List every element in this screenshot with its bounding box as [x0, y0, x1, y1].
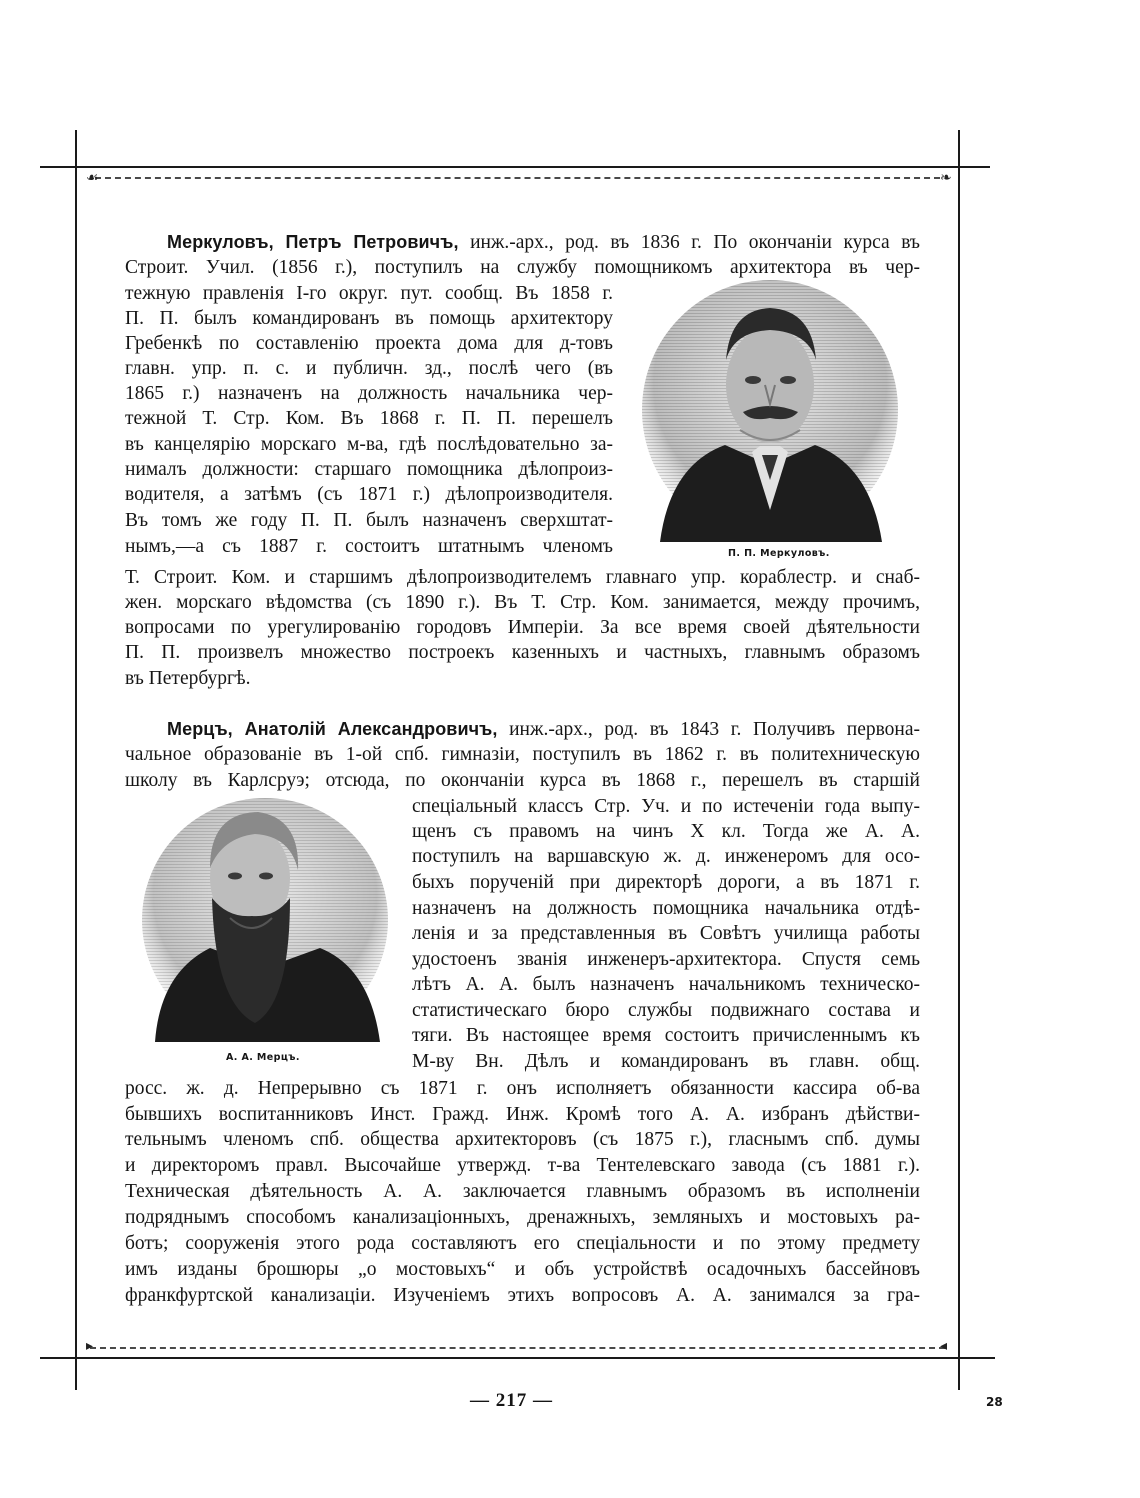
- frame-bottom-rule: [40, 1357, 995, 1359]
- entry2-line: щенъ съ правомъ на чинъ X кл. Тогда же А. А.: [412, 821, 920, 842]
- entry2-line: ленія и за представленныя въ Совѣтъ училища работы: [412, 923, 920, 944]
- entry1-line: Гребенкѣ по составленію проекта дома для д-товъ: [125, 333, 613, 354]
- entry2-line: ботъ; сооруженія этого рода составляютъ его спеціальности и по этому предмету: [125, 1233, 920, 1254]
- entry1-line: инж.-арх., род. въ 1836 г. По окончанiи курса въ: [470, 232, 921, 253]
- entry2-line: имъ изданы брошюры „о мостовыхъ“ и объ устройствѣ осадочныхъ бассейновъ: [125, 1259, 920, 1280]
- entry1-line: П. П. произвелъ множество построекъ казенныхъ и частныхъ, главнымъ образомъ: [125, 642, 920, 663]
- entry1-line: водителя, а затѣмъ (съ 1871 г.) дѣлопроизводителя.: [125, 484, 613, 505]
- frame-left-rule: [75, 130, 77, 1390]
- entry2-line: франкфуртской канализаціи. Изученіемъ этихъ вопросовъ А. А. занимался за гра-: [125, 1285, 920, 1306]
- entry2-line: инж.-арх., род. въ 1843 г. Получивъ первона-: [509, 719, 921, 740]
- entry2-line: поступилъ на варшавскую ж. д. инженеромъ для осо-: [412, 846, 920, 867]
- entry2-line: тельнымъ членомъ спб. общества архитекторовъ (съ 1875 г.), гласнымъ спб. думы: [125, 1129, 920, 1150]
- entry2-name: Мерцъ, Анатолій Александровичъ,: [167, 719, 498, 739]
- entry1-line: вопросами по урегулированію городовъ Имперіи. За все время своей дѣятельности: [125, 617, 920, 638]
- entry1-line: Въ томъ же году П. П. былъ назначенъ сверхштат-: [125, 510, 613, 531]
- portrait-merkulov: [640, 280, 900, 542]
- entry2-line: удостоенъ званія инженеръ-архитектора. Спустя семь: [412, 949, 920, 970]
- entry1-line: главн. упр. п. с. и публичн. зд., послѣ чего (въ: [125, 358, 613, 379]
- entry1-line: П. П. былъ командированъ въ помощь архитектору: [125, 308, 613, 329]
- entry2-first-line: [125, 717, 920, 742]
- entry1-line: Строит. Учил. (1856 г.), поступилъ на службу помощникомъ архитектора въ чер-: [125, 257, 920, 278]
- portrait-merts-caption: А. А. Мерцъ.: [226, 1052, 300, 1063]
- entry2-line: Техническая дѣятельность А. А. заключается главнымъ образомъ въ исполненіи: [125, 1181, 920, 1202]
- entry2-line: спеціальный классъ Стр. Уч. и по истеченіи года выпу-: [412, 796, 920, 817]
- entry2-line: быхъ порученій при директорѣ дороги, а въ 1871 г.: [412, 872, 920, 893]
- entry1-line: тежную правленія I-го округ. пут. сообщ. Въ 1858 г.: [125, 283, 613, 304]
- entry2-line: росс. ж. д. Непрерывно съ 1871 г. онъ исполняетъ обязанности кассира об-ва: [125, 1078, 920, 1099]
- frame-top-dash: [95, 177, 940, 179]
- entry1-name: Меркуловъ, Петръ Петровичъ,: [167, 232, 459, 252]
- entry1-line: Т. Строит. Ком. и старшимъ дѣлопроизводителемъ главнаго упр. кораблестр. и снаб-: [125, 567, 920, 588]
- entry1-line: нымъ,—а съ 1887 г. состоитъ штатнымъ членомъ: [125, 536, 613, 557]
- entry2-line: и директоромъ правл. Высочайше утвержд. т-ва Тентелевскаго завода (съ 1881 г.).: [125, 1155, 920, 1176]
- entry2-line: чальное образованіе въ 1-ой спб. гимназіи, поступилъ въ 1862 г. въ политехническую: [125, 744, 920, 765]
- entry1-line: 1865 г.) назначенъ на должность начальника чер-: [125, 383, 613, 404]
- frame-right-rule: [958, 130, 960, 1390]
- portrait-merkulov-caption: П. П. Меркуловъ.: [728, 548, 830, 559]
- corner-ornament-left-icon: ☙: [86, 171, 99, 186]
- frame-bottom-dash: [90, 1347, 945, 1349]
- entry1-line: нималъ должности: старшаго помощника дѣлопроиз-: [125, 459, 613, 480]
- entry2-line: бывшихъ воспитанниковъ Инст. Гражд. Инж. Кромѣ того А. А. избранъ дѣйстви-: [125, 1104, 920, 1125]
- sheet-signature-number: 28: [986, 1395, 1003, 1409]
- entry1-line: тежной Т. Стр. Ком. Въ 1868 г. П. П. перешелъ: [125, 408, 613, 429]
- entry2-line: назначенъ на должность помощника начальника отдѣ-: [412, 898, 920, 919]
- entry1-line: въ Петербургѣ.: [125, 668, 251, 689]
- corner-ornament-bottom-right-icon: ◂: [940, 1339, 948, 1354]
- entry2-line: статистическаго бюро службы подвижнаго состава и: [412, 1000, 920, 1021]
- entry1-line: въ канцелярію морскаго м-ва, гдѣ послѣдовательно за-: [125, 434, 613, 455]
- corner-ornament-right-icon: ❧: [940, 171, 952, 186]
- entry2-line: лѣтъ А. А. былъ назначенъ начальникомъ техническо-: [412, 974, 920, 995]
- portrait-merts: [140, 798, 390, 1042]
- corner-ornament-bottom-left-icon: ▸: [86, 1339, 94, 1354]
- entry1-first-line: [125, 230, 920, 255]
- entry2-line: тяги. Въ настоящее время состоитъ причисленнымъ къ: [412, 1025, 920, 1046]
- entry2-line: подряднымъ способомъ канализаціонныхъ, дренажныхъ, земляныхъ и мостовыхъ ра-: [125, 1207, 920, 1228]
- entry2-line: школу въ Карлсруэ; отсюда, по окончаніи курса въ 1868 г., перешелъ въ старшій: [125, 770, 920, 791]
- frame-top-rule: [40, 166, 990, 168]
- entry1-line: жен. морскаго вѣдомства (съ 1890 г.). Въ Т. Стр. Ком. занимается, между прочимъ,: [125, 592, 920, 613]
- page-number: — 217 —: [470, 1390, 553, 1411]
- entry2-line: М-ву Вн. Дѣлъ и командированъ въ главн. общ.: [412, 1051, 920, 1072]
